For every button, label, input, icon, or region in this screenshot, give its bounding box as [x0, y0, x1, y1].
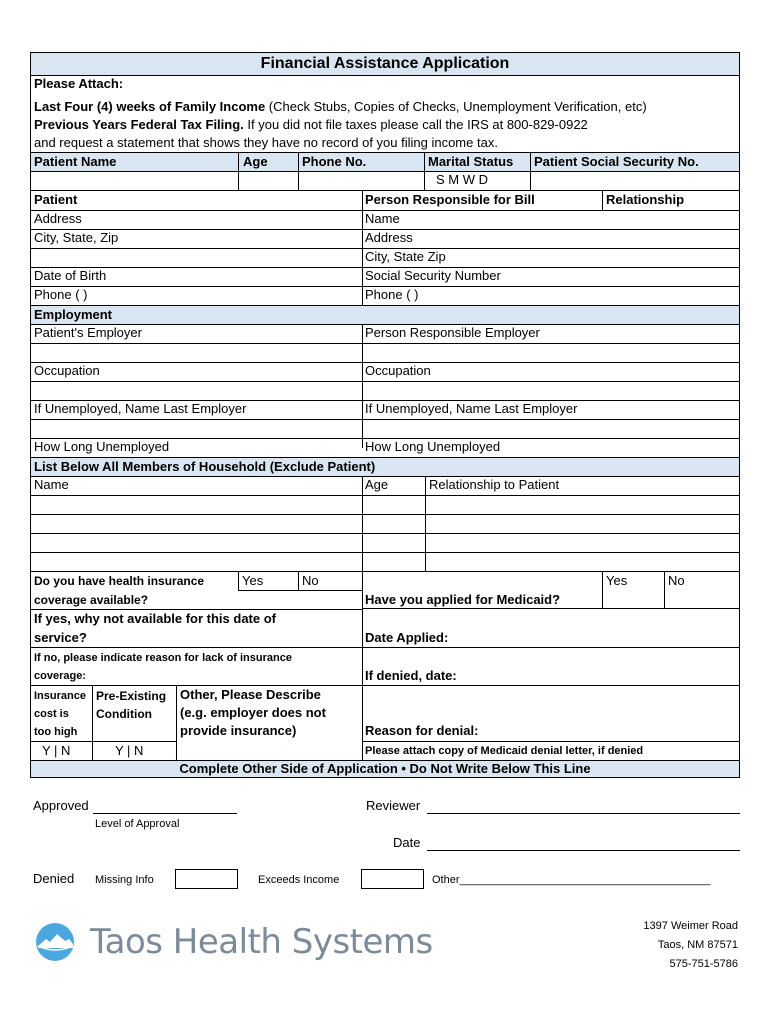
medicaid-applied-question: Have you applied for Medicaid? [365, 592, 561, 607]
denied-label: Denied [33, 871, 75, 886]
pre-existing-yes-no[interactable]: Y | N [115, 743, 144, 758]
mountain-logo-icon [35, 922, 75, 962]
insurance-question-2: coverage available? [34, 593, 149, 607]
other-line-1: Other, Please Describe [180, 687, 321, 702]
insurance-yes[interactable]: Yes [242, 573, 264, 588]
attach-line-3: and request a statement that shows they have no record of you filing income tax. [34, 135, 498, 150]
phone-label: Phone No. [302, 154, 367, 169]
insurance-question-1: Do you have health insurance [34, 574, 205, 588]
responsible-address[interactable]: Address [365, 230, 413, 245]
attach-line-1 [34, 98, 647, 116]
employment-band [31, 305, 739, 324]
level-of-approval-label: Level of Approval [95, 818, 180, 830]
date-line[interactable] [427, 850, 740, 851]
responsible-ssn[interactable]: Social Security Number [365, 268, 501, 283]
household-age-label: Age [365, 477, 389, 492]
application-form [30, 52, 740, 778]
relationship-label: Relationship [606, 192, 685, 207]
medicaid-yes[interactable]: Yes [606, 573, 628, 588]
org-city: Taos, NM 87571 [657, 939, 738, 951]
other-line-3: provide insurance) [180, 723, 297, 738]
medicaid-denial-reason[interactable]: Reason for denial: [365, 723, 479, 738]
household-heading: List Below All Members of Household (Exclude Patient) [34, 459, 376, 474]
approved-line[interactable] [93, 813, 237, 814]
patient-dob[interactable]: Date of Birth [34, 268, 107, 283]
missing-info-checkbox[interactable] [175, 869, 238, 889]
responsible-phone[interactable]: Phone ( ) [365, 287, 419, 302]
employment-heading: Employment [34, 307, 113, 322]
exceeds-income-label: Exceeds Income [258, 874, 340, 886]
medicaid-date-applied[interactable]: Date Applied: [365, 630, 449, 645]
exceeds-income-checkbox[interactable] [361, 869, 424, 889]
other-label[interactable]: Other_________________________________________ [432, 874, 711, 886]
patient-occupation[interactable]: Occupation [34, 363, 100, 378]
responsible-heading: Person Responsible for Bill [365, 192, 535, 207]
missing-info-label: Missing Info [95, 874, 154, 886]
responsible-name[interactable]: Name [365, 211, 400, 226]
date-label: Date [393, 835, 421, 850]
why-not-line-1: If yes, why not available for this date of [34, 611, 276, 626]
patient-last-employer[interactable]: If Unemployed, Name Last Employer [34, 401, 247, 416]
insurance-no[interactable]: No [302, 573, 319, 588]
attach-heading: Please Attach: [34, 76, 124, 91]
responsible-how-long[interactable]: How Long Unemployed [365, 439, 501, 454]
attach-line-2-bold: Previous Years Federal Tax Filing. [34, 117, 244, 132]
patient-phone[interactable]: Phone ( ) [34, 287, 88, 302]
responsible-occupation[interactable]: Occupation [365, 363, 431, 378]
footer-notice: Complete Other Side of Application • Do Not Write Below This Line [179, 761, 591, 776]
attach-line-1-bold: Last Four (4) weeks of Family Income [34, 99, 266, 114]
patient-city[interactable]: City, State, Zip [34, 230, 119, 245]
attach-line-1-rest: (Check Stubs, Copies of Checks, Unemployment Verification, etc) [265, 99, 647, 114]
reason-line-2: coverage: [34, 670, 86, 682]
marital-status-label: Marital Status [428, 154, 514, 169]
reviewer-line[interactable] [427, 813, 740, 814]
cost-line-1: Insurance [34, 690, 86, 702]
patient-address[interactable]: Address [34, 211, 82, 226]
medicaid-no[interactable]: No [668, 573, 685, 588]
form-title: Financial Assistance Application [31, 53, 739, 76]
attach-line-2 [34, 116, 588, 134]
household-relationship-label: Relationship to Patient [429, 477, 560, 492]
responsible-city[interactable]: City, State Zip [365, 249, 446, 264]
medicaid-denied-date[interactable]: If denied, date: [365, 668, 457, 683]
attach-line-2-rest: If you did not file taxes please call the IRS at 800-829-0922 [243, 117, 588, 132]
cost-line-3: too high [34, 726, 78, 738]
org-street: 1397 Weimer Road [643, 920, 738, 932]
pre-existing-line-2: Condition [96, 707, 152, 721]
patient-name-label: Patient Name [34, 154, 117, 169]
household-name-label: Name [34, 477, 69, 492]
medicaid-attach-note: Please attach copy of Medicaid denial letter, if denied [365, 745, 644, 757]
marital-options[interactable]: S M W D [436, 172, 488, 187]
patient-ssn-label: Patient Social Security No. [534, 154, 699, 169]
patient-employer[interactable]: Patient's Employer [34, 325, 142, 340]
org-phone: 575-751-5786 [669, 958, 738, 970]
cost-line-2: cost is [34, 708, 69, 720]
why-not-line-2: service? [34, 630, 87, 645]
responsible-last-employer[interactable]: If Unemployed, Name Last Employer [365, 401, 578, 416]
reason-line-1: If no, please indicate reason for lack of insurance [34, 652, 292, 664]
other-line-2: (e.g. employer does not [180, 705, 326, 720]
age-label: Age [243, 154, 268, 169]
reviewer-label: Reviewer [366, 798, 421, 813]
org-name: Taos Health Systems [90, 922, 433, 962]
patient-how-long[interactable]: How Long Unemployed [34, 439, 170, 454]
patient-heading: Patient [34, 192, 78, 207]
cost-yes-no[interactable]: Y | N [42, 743, 71, 758]
approved-label: Approved [33, 798, 89, 813]
pre-existing-line-1: Pre-Existing [96, 689, 167, 703]
responsible-employer[interactable]: Person Responsible Employer [365, 325, 540, 340]
